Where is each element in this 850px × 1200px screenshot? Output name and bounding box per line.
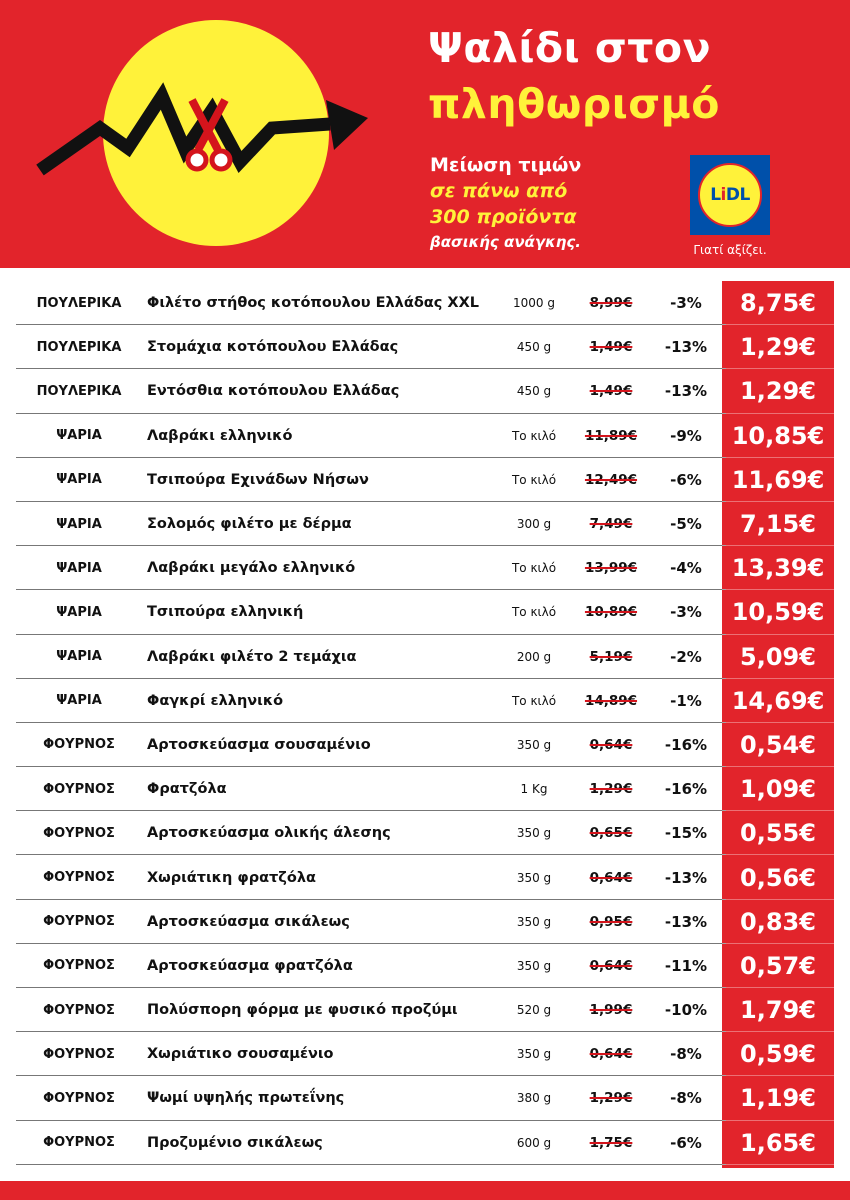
quantity-cell: Το κιλό (511, 472, 557, 487)
category-cell: ΦΟΥΡΝΟΣ (43, 958, 115, 974)
old-price-cell: 8,99€ (589, 295, 633, 312)
quantity-cell: 200 g (516, 649, 552, 664)
category-cell: ΨΑΡΙΑ (56, 649, 102, 665)
old-price-cell: 1,49€ (589, 339, 633, 356)
old-price-cell: 1,29€ (589, 781, 633, 798)
category-cell: ΦΟΥΡΝΟΣ (43, 737, 115, 753)
discount-cell: -3% (670, 603, 702, 622)
new-price-cell: 1,29€ (740, 333, 816, 362)
table-row (16, 767, 834, 811)
product-name-cell: Εντόσθια κοτόπουλου Ελλάδας (147, 383, 400, 400)
scissors-icon (0, 0, 420, 268)
discount-cell: -1% (670, 691, 702, 710)
category-cell: ΨΑΡΙΑ (56, 472, 102, 488)
table-row (16, 369, 834, 413)
new-price-cell: 11,69€ (731, 465, 825, 494)
old-price-cell: 0,64€ (589, 736, 633, 753)
product-name-cell: Χωριάτικη φρατζόλα (147, 869, 316, 886)
product-name-cell: Προζυμένιο σικάλεως (147, 1134, 323, 1151)
category-cell: ΨΑΡΙΑ (56, 516, 102, 532)
new-price-cell: 0,59€ (740, 1040, 816, 1069)
new-price-cell: 10,59€ (731, 598, 825, 627)
category-cell: ΨΑΡΙΑ (56, 604, 102, 620)
header-banner (0, 0, 850, 268)
discount-cell: -2% (670, 647, 702, 666)
product-name-cell: Αρτοσκεύασμα φρατζόλα (147, 957, 353, 974)
old-price-cell: 0,64€ (589, 869, 633, 886)
subtitle-line-2: σε πάνω από (430, 180, 568, 202)
discount-cell: -16% (664, 780, 708, 799)
product-name-cell: Λαβράκι φιλέτο 2 τεμάχια (147, 648, 357, 665)
discount-cell: -16% (664, 735, 708, 754)
product-name-cell: Λαβράκι μεγάλο ελληνικό (147, 560, 356, 577)
new-price-cell: 1,09€ (740, 775, 816, 804)
table-row (16, 546, 834, 590)
quantity-cell: 350 g (516, 958, 552, 973)
table-row (16, 944, 834, 988)
discount-cell: -6% (670, 470, 702, 489)
new-price-cell: 13,39€ (731, 554, 825, 583)
new-price-cell: 14,69€ (731, 686, 825, 715)
product-name-cell: Αρτοσκεύασμα ολικής άλεσης (147, 825, 391, 842)
row-divider (16, 1164, 726, 1165)
category-cell: ΦΟΥΡΝΟΣ (43, 1046, 115, 1062)
new-price-cell: 0,54€ (740, 730, 816, 759)
old-price-cell: 14,89€ (584, 692, 638, 709)
table-row (16, 988, 834, 1032)
table-row (16, 590, 834, 634)
new-price-cell: 7,15€ (740, 510, 816, 539)
category-cell: ΨΑΡΙΑ (56, 560, 102, 576)
subtitle-line-4: βασικής ανάγκης. (430, 233, 581, 251)
discount-cell: -8% (670, 1089, 702, 1108)
table-row (16, 1121, 834, 1165)
category-cell: ΦΟΥΡΝΟΣ (43, 914, 115, 930)
new-price-cell: 1,19€ (740, 1084, 816, 1113)
table-row (16, 723, 834, 767)
subtitle-line-3: 300 προϊόντα (430, 206, 577, 228)
quantity-cell: 450 g (516, 384, 552, 399)
table-row (16, 635, 834, 679)
old-price-cell: 0,95€ (589, 913, 633, 930)
product-name-cell: Αρτοσκεύασμα σουσαμένιο (147, 736, 371, 753)
discount-cell: -13% (664, 338, 708, 357)
category-cell: ΦΟΥΡΝΟΣ (43, 1135, 115, 1151)
old-price-cell: 7,49€ (589, 516, 633, 533)
price-table (16, 281, 834, 1165)
category-cell: ΦΟΥΡΝΟΣ (43, 1090, 115, 1106)
category-cell: ΠΟΥΛΕΡΙΚΑ (36, 383, 122, 399)
old-price-cell: 11,89€ (584, 427, 638, 444)
new-price-cell: 0,55€ (740, 819, 816, 848)
discount-cell: -10% (664, 1001, 708, 1020)
product-name-cell: Ψωμί υψηλής πρωτεΐνης (147, 1090, 345, 1107)
quantity-cell: 350 g (516, 870, 552, 885)
new-price-cell: 0,56€ (740, 863, 816, 892)
discount-cell: -13% (664, 382, 708, 401)
new-price-cell: 8,75€ (740, 289, 816, 318)
price-divider (722, 1164, 834, 1165)
new-price-cell: 1,79€ (740, 996, 816, 1025)
old-price-cell: 0,65€ (589, 825, 633, 842)
discount-cell: -13% (664, 912, 708, 931)
category-cell: ΠΟΥΛΕΡΙΚΑ (36, 339, 122, 355)
headline-line-2: πληθωρισμό (428, 80, 720, 128)
table-row (16, 281, 834, 325)
quantity-cell: Το κιλό (511, 693, 557, 708)
discount-cell: -5% (670, 515, 702, 534)
new-price-cell: 1,29€ (740, 377, 816, 406)
table-row (16, 1032, 834, 1076)
quantity-cell: 450 g (516, 340, 552, 355)
tagline: Γιατί αξίζει. (693, 243, 767, 257)
discount-cell: -6% (670, 1133, 702, 1152)
new-price-cell: 0,57€ (740, 951, 816, 980)
category-cell: ΦΟΥΡΝΟΣ (43, 870, 115, 886)
category-cell: ΦΟΥΡΝΟΣ (43, 825, 115, 841)
quantity-cell: 350 g (516, 914, 552, 929)
table-row (16, 679, 834, 723)
product-name-cell: Φιλέτο στήθος κοτόπουλου Ελλάδας XXL (147, 295, 479, 312)
quantity-cell: Το κιλό (511, 605, 557, 620)
product-name-cell: Σολομός φιλέτο με δέρμα (147, 516, 352, 533)
product-name-cell: Πολύσπορη φόρμα με φυσικό προζύμι (147, 1002, 458, 1019)
new-price-cell: 0,83€ (740, 907, 816, 936)
product-name-cell: Αρτοσκεύασμα σικάλεως (147, 913, 350, 930)
quantity-cell: Το κιλό (511, 428, 557, 443)
old-price-cell: 5,19€ (589, 648, 633, 665)
quantity-cell: 520 g (516, 1003, 552, 1018)
quantity-cell: Το κιλό (511, 561, 557, 576)
table-row (16, 855, 834, 899)
quantity-cell: 300 g (516, 517, 552, 532)
old-price-cell: 0,64€ (589, 1046, 633, 1063)
old-price-cell: 1,99€ (589, 1002, 633, 1019)
product-name-cell: Χωριάτικο σουσαμένιο (147, 1046, 334, 1063)
discount-cell: -8% (670, 1045, 702, 1064)
product-name-cell: Στομάχια κοτόπουλου Ελλάδας (147, 339, 399, 356)
table-row (16, 458, 834, 502)
headline-line-1: Ψαλίδι στον (428, 24, 712, 72)
quantity-cell: 1 Kg (520, 782, 548, 797)
lidl-logo: LiDL (690, 155, 770, 235)
discount-cell: -13% (664, 868, 708, 887)
old-price-cell: 13,99€ (584, 560, 638, 577)
quantity-cell: 350 g (516, 737, 552, 752)
product-name-cell: Τσιπούρα ελληνική (147, 604, 304, 621)
table-row (16, 414, 834, 458)
table-row (16, 900, 834, 944)
category-cell: ΨΑΡΙΑ (56, 693, 102, 709)
quantity-cell: 1000 g (513, 296, 555, 311)
table-row (16, 325, 834, 369)
category-cell: ΦΟΥΡΝΟΣ (43, 781, 115, 797)
product-name-cell: Λαβράκι ελληνικό (147, 427, 293, 444)
discount-cell: -11% (664, 956, 708, 975)
old-price-cell: 10,89€ (584, 604, 638, 621)
quantity-cell: 600 g (516, 1135, 552, 1150)
footer-bar (0, 1181, 850, 1200)
old-price-cell: 1,75€ (589, 1134, 633, 1151)
old-price-cell: 1,49€ (589, 383, 633, 400)
table-row (16, 1076, 834, 1120)
category-cell: ΠΟΥΛΕΡΙΚΑ (36, 295, 122, 311)
product-name-cell: Τσιπούρα Εχινάδων Νήσων (147, 471, 369, 488)
discount-cell: -15% (664, 824, 708, 843)
new-price-cell: 1,65€ (740, 1128, 816, 1157)
quantity-cell: 380 g (516, 1091, 552, 1106)
product-name-cell: Φαγκρί ελληνικό (147, 692, 284, 709)
table-row (16, 502, 834, 546)
new-price-cell: 5,09€ (740, 642, 816, 671)
category-cell: ΨΑΡΙΑ (56, 428, 102, 444)
discount-cell: -9% (670, 426, 702, 445)
discount-cell: -4% (670, 559, 702, 578)
discount-cell: -3% (670, 294, 702, 313)
quantity-cell: 350 g (516, 826, 552, 841)
quantity-cell: 350 g (516, 1047, 552, 1062)
new-price-cell: 10,85€ (731, 421, 825, 450)
table-row (16, 811, 834, 855)
subtitle-line-1: Μείωση τιμών (430, 154, 582, 176)
product-name-cell: Φρατζόλα (147, 781, 227, 798)
old-price-cell: 0,64€ (589, 957, 633, 974)
category-cell: ΦΟΥΡΝΟΣ (43, 1002, 115, 1018)
old-price-cell: 12,49€ (584, 471, 638, 488)
old-price-cell: 1,29€ (589, 1090, 633, 1107)
